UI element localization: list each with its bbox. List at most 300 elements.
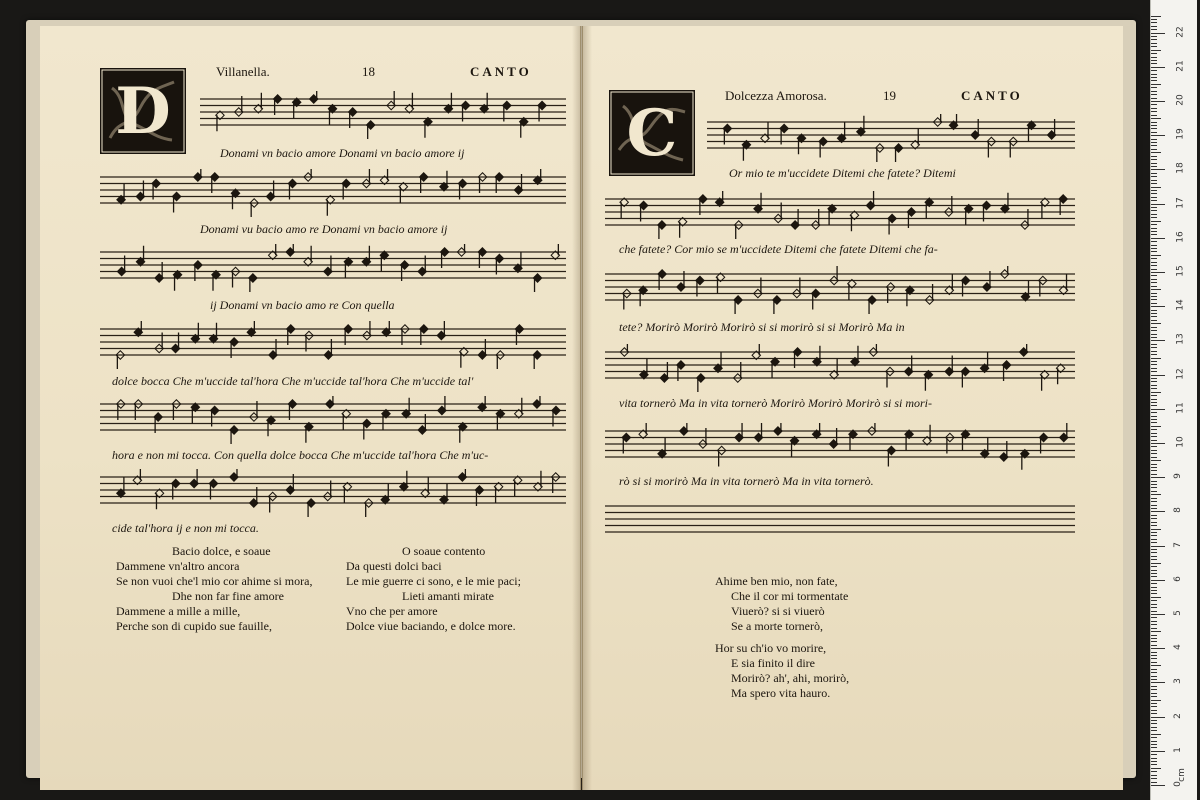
ruler-tick [1151, 532, 1157, 533]
ruler-tick [1151, 53, 1157, 54]
ruler-tick [1151, 310, 1157, 311]
ruler-tick [1151, 166, 1157, 167]
ruler-number: 17 [1175, 196, 1186, 209]
lyric-line-3: ij Donami vn bacio amo re Con quella [210, 298, 395, 312]
left-page-title: Villanella. [216, 64, 270, 79]
ruler-tick [1151, 778, 1157, 779]
ruler-tick [1151, 371, 1157, 372]
ruler-tick [1151, 402, 1157, 403]
ruler-tick [1151, 446, 1157, 447]
ruler-tick [1151, 375, 1165, 376]
ruler-tick [1151, 672, 1157, 673]
lyric-line-2: Donami vu bacio amo re Donami vn bacio amore ij [200, 222, 448, 236]
lyric-line-5: hora e non mi tocca. Con quella dolce bocca Che m'uccide tal'hora Che m'uc- [112, 448, 489, 462]
ruler-tick [1151, 101, 1165, 102]
ruler-tick [1151, 638, 1157, 639]
ruler-tick [1151, 289, 1161, 290]
ruler-tick [1151, 361, 1157, 362]
ruler-number: 18 [1175, 162, 1186, 175]
measurement-ruler [1150, 0, 1197, 800]
ruler-tick [1151, 183, 1157, 184]
ruler-tick [1151, 224, 1157, 225]
ruler-tick [1151, 576, 1157, 577]
poem-line: Ahime ben mio, non fate, [715, 574, 838, 588]
ruler-tick [1151, 57, 1157, 58]
ruler-tick [1151, 358, 1161, 359]
initial-letter: C [626, 95, 678, 171]
ruler-tick [1151, 115, 1157, 116]
ruler-tick [1151, 566, 1157, 567]
ruler-tick [1151, 741, 1157, 742]
poem-line: Dammene a mille a mille, [116, 604, 241, 618]
ruler-tick [1151, 275, 1157, 276]
staff-lines [605, 498, 1075, 546]
staff-lines [100, 469, 566, 517]
staff-5 [100, 396, 566, 430]
staff-4 [605, 344, 1075, 378]
staff-1 [200, 91, 566, 125]
ruler-tick [1151, 782, 1157, 783]
ruler-tick [1151, 652, 1157, 653]
ruler-tick [1151, 426, 1161, 427]
ruler-tick [1151, 323, 1161, 324]
ruler-tick [1151, 221, 1161, 222]
ruler-tick [1151, 621, 1157, 622]
right-page-number: 19 [883, 88, 896, 103]
ruler-tick [1151, 60, 1157, 61]
ruler-tick [1151, 228, 1157, 229]
ruler-tick [1151, 727, 1157, 728]
ruler-tick [1151, 381, 1157, 382]
ruler-tick [1151, 108, 1157, 109]
poem-line: O soaue contento [402, 544, 486, 558]
ruler-tick [1151, 628, 1157, 629]
ruler-tick [1151, 282, 1157, 283]
ruler-tick [1151, 501, 1157, 502]
ruler-tick [1151, 74, 1157, 75]
ruler-tick [1151, 399, 1157, 400]
ruler-tick [1151, 395, 1157, 396]
ruler-tick [1151, 686, 1157, 687]
ruler-tick [1151, 556, 1157, 557]
poem-line: Dhe non far fine amore [172, 589, 284, 603]
lyric-line-3: tete? Morirò Morirò Morirò si si morirò si si Morirò Ma in [619, 320, 905, 334]
ruler-tick [1151, 145, 1157, 146]
ruler-tick [1151, 180, 1157, 181]
ruler-tick [1151, 258, 1157, 259]
lyric-line-2: che fatete? Cor mio se m'uccidete Ditemi che fatete Ditemi che fa- [619, 242, 938, 256]
ruler-tick [1151, 484, 1157, 485]
right-page-title: Dolcezza Amorosa. [725, 88, 827, 103]
ruler-tick [1151, 771, 1157, 772]
ruler-tick [1151, 132, 1157, 133]
ruler-tick [1151, 197, 1157, 198]
left-page [40, 26, 581, 790]
ruler-number: 0 [1172, 781, 1183, 787]
ruler-tick [1151, 313, 1157, 314]
ruler-number: 1 [1172, 746, 1183, 753]
staff-lines [100, 396, 566, 444]
ruler-tick [1151, 269, 1157, 270]
poem-line: Dammene vn'altro ancora [116, 559, 240, 573]
staff-5 [605, 423, 1075, 457]
right-page-header [583, 26, 1123, 103]
ruler-tick [1151, 710, 1157, 711]
ruler-tick [1151, 207, 1157, 208]
ruler-tick [1151, 347, 1157, 348]
staff-6-empty [605, 498, 1075, 532]
ruler-tick [1151, 511, 1165, 512]
ruler-number: 3 [1172, 678, 1183, 685]
ruler-tick [1151, 505, 1157, 506]
ruler-tick [1151, 597, 1161, 598]
ruler-tick [1151, 122, 1157, 123]
ruler-tick [1151, 552, 1157, 553]
ruler-number: 10 [1175, 436, 1186, 448]
ruler-tick [1151, 388, 1157, 389]
ruler-tick [1151, 125, 1157, 126]
staff-6 [100, 469, 566, 503]
ruler-tick [1151, 43, 1157, 44]
ruler-tick [1151, 36, 1157, 37]
ruler-number: 15 [1175, 265, 1186, 277]
ruler-tick [1151, 764, 1157, 765]
ruler-tick [1151, 412, 1157, 413]
ruler-tick [1151, 364, 1157, 365]
poem-line: Da questi dolci baci [346, 559, 442, 573]
poem-line: Viuerò? si si viuerò [731, 604, 825, 618]
ruler-tick [1151, 231, 1157, 232]
ruler-tick [1151, 696, 1157, 697]
ruler-tick [1151, 152, 1161, 153]
poem-line: Vno che per amore [346, 604, 438, 618]
ruler-tick [1151, 747, 1157, 748]
ruler-tick [1151, 758, 1157, 759]
ruler-tick [1151, 676, 1157, 677]
ruler-tick [1151, 419, 1157, 420]
ruler-tick [1151, 241, 1157, 242]
left-page-number: 18 [362, 64, 375, 79]
ruler-tick [1151, 440, 1157, 441]
ruler-tick [1151, 631, 1161, 632]
ruler-tick [1151, 163, 1157, 164]
ruler-tick [1151, 385, 1157, 386]
ruler-number: 4 [1172, 644, 1183, 651]
ruler-tick [1151, 104, 1157, 105]
ruler-tick [1151, 600, 1157, 601]
poem-line: Ma spero vita hauro. [731, 686, 831, 700]
staff-1 [707, 114, 1075, 148]
ruler-tick [1151, 368, 1157, 369]
ruler-number: 2 [1172, 712, 1183, 719]
ruler-tick [1151, 522, 1157, 523]
staff-2 [100, 169, 566, 203]
ruler-tick [1151, 26, 1157, 27]
ruler-tick [1151, 775, 1157, 776]
ruler-tick [1151, 487, 1157, 488]
ruler-tick [1151, 29, 1157, 30]
ruler-tick [1151, 111, 1157, 112]
staff-lines [707, 114, 1075, 162]
ruler-tick [1151, 706, 1157, 707]
ruler-tick [1151, 481, 1157, 482]
ruler-tick [1151, 467, 1157, 468]
ruler-tick [1151, 80, 1157, 81]
ruler-tick [1151, 593, 1157, 594]
ruler-tick [1151, 723, 1157, 724]
lyric-line-5: rò si si morirò Ma in vita tornerò Ma in vita tornerò. [619, 474, 874, 488]
ruler-number: 5 [1172, 610, 1183, 616]
ruler-tick [1151, 22, 1157, 23]
ruler-tick [1151, 262, 1157, 263]
ruler-tick [1151, 679, 1157, 680]
ruler-tick [1151, 785, 1165, 786]
ruler-tick [1151, 768, 1161, 769]
ruler-tick [1151, 539, 1157, 540]
ruler-tick [1151, 327, 1157, 328]
lyric-line-1: Donami vn bacio amore Donami vn bacio amore ij [220, 146, 465, 160]
ruler-tick [1151, 46, 1157, 47]
ruler-tick [1151, 693, 1157, 694]
ruler-tick [1151, 590, 1157, 591]
ruler-tick [1151, 470, 1157, 471]
ruler-tick [1151, 91, 1157, 92]
ruler-tick [1151, 255, 1161, 256]
ruler-number: 14 [1175, 299, 1186, 311]
ruler-tick [1151, 193, 1157, 194]
ruler-tick [1151, 303, 1157, 304]
ruler-tick [1151, 405, 1157, 406]
ruler-tick [1151, 159, 1157, 160]
ruler-tick [1151, 337, 1157, 338]
staff-3 [100, 244, 566, 278]
ruler-tick [1151, 611, 1157, 612]
staff-3 [605, 266, 1075, 300]
staff-lines [200, 91, 566, 139]
ruler-tick [1151, 494, 1161, 495]
ruler-tick [1151, 635, 1157, 636]
ruler-tick [1151, 354, 1157, 355]
ruler-tick [1151, 77, 1157, 78]
ruler-unit-label: cm [1176, 768, 1187, 782]
ruler-tick [1151, 450, 1157, 451]
ruler-tick [1151, 351, 1157, 352]
poem-line: E sia finito il dire [731, 656, 815, 670]
ruler-tick [1151, 662, 1157, 663]
ruler-tick [1151, 70, 1157, 71]
right-page-voice: CANTO [961, 88, 1023, 103]
ruler-tick [1151, 392, 1161, 393]
ruler-tick [1151, 378, 1157, 379]
ruler-number: 20 [1175, 94, 1186, 106]
ruler-tick [1151, 84, 1161, 85]
ruler-tick [1151, 720, 1157, 721]
ruler-tick [1151, 19, 1157, 20]
ruler-tick [1151, 200, 1157, 201]
ruler-tick [1151, 744, 1157, 745]
ruler-number: 16 [1175, 231, 1186, 243]
ruler-tick [1151, 245, 1157, 246]
ruler-tick [1151, 669, 1157, 670]
ruler-tick [1151, 234, 1157, 235]
ruler-tick [1151, 156, 1157, 157]
ruler-number: 9 [1172, 473, 1183, 480]
ruler-tick [1151, 443, 1165, 444]
ruler-tick [1151, 217, 1157, 218]
ruler-tick [1151, 737, 1157, 738]
ruler-number: 7 [1172, 541, 1183, 548]
ruler-tick [1151, 587, 1157, 588]
ruler-number: 12 [1175, 367, 1186, 380]
poem-line: Se a morte tornerò, [731, 619, 823, 633]
decorated-initial-c [609, 90, 695, 176]
ruler-tick [1151, 316, 1157, 317]
staff-lines [605, 191, 1075, 239]
ruler-tick [1151, 344, 1157, 345]
ruler-tick [1151, 248, 1157, 249]
ruler-tick [1151, 607, 1157, 608]
left-page-header [40, 26, 580, 79]
ruler-tick [1151, 87, 1157, 88]
staff-lines [100, 321, 566, 369]
ruler-tick [1151, 563, 1161, 564]
ruler-tick [1151, 645, 1157, 646]
staff-lines [605, 344, 1075, 392]
ruler-tick [1151, 559, 1157, 560]
ruler-tick [1151, 549, 1157, 550]
ruler-tick [1151, 33, 1165, 34]
ruler-tick [1151, 334, 1157, 335]
ruler-tick [1151, 238, 1165, 239]
lyric-line-4: vita tornerò Ma in vita tornerò Morirò Morirò Morirò si si mori- [619, 396, 933, 410]
ruler-tick [1151, 658, 1157, 659]
ruler-tick [1151, 187, 1161, 188]
ruler-tick [1151, 529, 1161, 530]
ruler-tick [1151, 700, 1161, 701]
poem-line: Le mie guerre ci sono, e le mie paci; [346, 574, 521, 588]
ruler-tick [1151, 422, 1157, 423]
ruler-tick [1151, 306, 1165, 307]
ruler-tick [1151, 204, 1165, 205]
ruler-tick [1151, 39, 1157, 40]
ruler-number: 19 [1175, 128, 1186, 140]
ruler-number: 22 [1175, 25, 1186, 38]
ruler-tick [1151, 491, 1157, 492]
ruler-tick [1151, 542, 1157, 543]
ruler-tick [1151, 139, 1157, 140]
ruler-tick [1151, 641, 1157, 642]
ruler-tick [1151, 173, 1157, 174]
ruler-tick [1151, 546, 1165, 547]
ruler-tick [1151, 751, 1165, 752]
ruler-tick [1151, 474, 1157, 475]
staff-4 [100, 321, 566, 355]
ruler-tick [1151, 754, 1157, 755]
ruler-tick [1151, 464, 1157, 465]
ruler-tick [1151, 734, 1161, 735]
ruler-tick [1151, 63, 1157, 64]
ruler-tick [1151, 16, 1161, 17]
poem-line: Se non vuoi che'l mio cor ahime si mora, [116, 574, 313, 588]
ruler-tick [1151, 453, 1157, 454]
ruler-tick [1151, 477, 1165, 478]
ruler-tick [1151, 617, 1157, 618]
ruler-tick [1151, 293, 1157, 294]
ruler-tick [1151, 580, 1165, 581]
ruler-tick [1151, 717, 1165, 718]
ruler-tick [1151, 320, 1157, 321]
ruler-tick [1151, 624, 1157, 625]
ruler-number: 13 [1175, 333, 1186, 346]
ruler-tick [1151, 214, 1157, 215]
book-gutter [572, 26, 592, 790]
ruler-tick [1151, 761, 1157, 762]
ruler-tick [1151, 94, 1157, 95]
poem-line: Che il cor mi tormentate [731, 589, 849, 603]
poem-line: Hor su ch'io vo morire, [715, 641, 827, 655]
ruler-tick [1151, 50, 1161, 51]
ruler-tick [1151, 457, 1157, 458]
left-page-voice: CANTO [470, 64, 532, 79]
ruler-tick [1151, 614, 1165, 615]
ruler-tick [1151, 265, 1157, 266]
ruler-tick [1151, 176, 1157, 177]
ruler-tick [1151, 703, 1157, 704]
ruler-number: 8 [1172, 507, 1183, 514]
lyric-line-1: Or mio te m'uccidete Ditemi che fatete? Ditemi [729, 166, 956, 180]
ruler-tick [1151, 128, 1157, 129]
ruler-tick [1151, 518, 1157, 519]
staff-2 [605, 191, 1075, 225]
ruler-tick [1151, 409, 1165, 410]
ruler-tick [1151, 713, 1157, 714]
ruler-tick [1151, 436, 1157, 437]
ruler-tick [1151, 279, 1157, 280]
ruler-tick [1151, 251, 1157, 252]
staff-lines [605, 423, 1075, 471]
ruler-tick [1151, 330, 1157, 331]
ruler-tick [1151, 682, 1165, 683]
poem-line: Bacio dolce, e soaue [172, 544, 271, 558]
poem-line: Dolce viue baciando, e dolce more. [346, 619, 516, 633]
ruler-tick [1151, 460, 1161, 461]
right-page [582, 26, 1123, 790]
lyric-line-6: cide tal'hora ij e non mi tocca. [112, 521, 259, 535]
ruler-tick [1151, 210, 1157, 211]
ruler-tick [1151, 665, 1161, 666]
ruler-tick [1151, 135, 1165, 136]
ruler-tick [1151, 655, 1157, 656]
staff-lines [605, 266, 1075, 314]
decorated-initial-d [100, 68, 186, 154]
ruler-tick [1151, 190, 1157, 191]
ruler-tick [1151, 583, 1157, 584]
ruler-tick [1151, 498, 1157, 499]
ruler-tick [1151, 535, 1157, 536]
staff-lines [100, 244, 566, 292]
ruler-tick [1151, 515, 1157, 516]
ruler-tick [1151, 169, 1165, 170]
initial-letter: D [115, 73, 171, 149]
lyric-line-4: dolce bocca Che m'uccide tal'hora Che m'uccide tal'hora Che m'uccide tal' [112, 374, 474, 388]
ruler-tick [1151, 648, 1165, 649]
ruler-tick [1151, 604, 1157, 605]
poem-line: Perche son di cupido sue fauille, [116, 619, 272, 633]
ruler-tick [1151, 525, 1157, 526]
ruler-tick [1151, 416, 1157, 417]
ruler-tick [1151, 286, 1157, 287]
staff-lines [100, 169, 566, 217]
